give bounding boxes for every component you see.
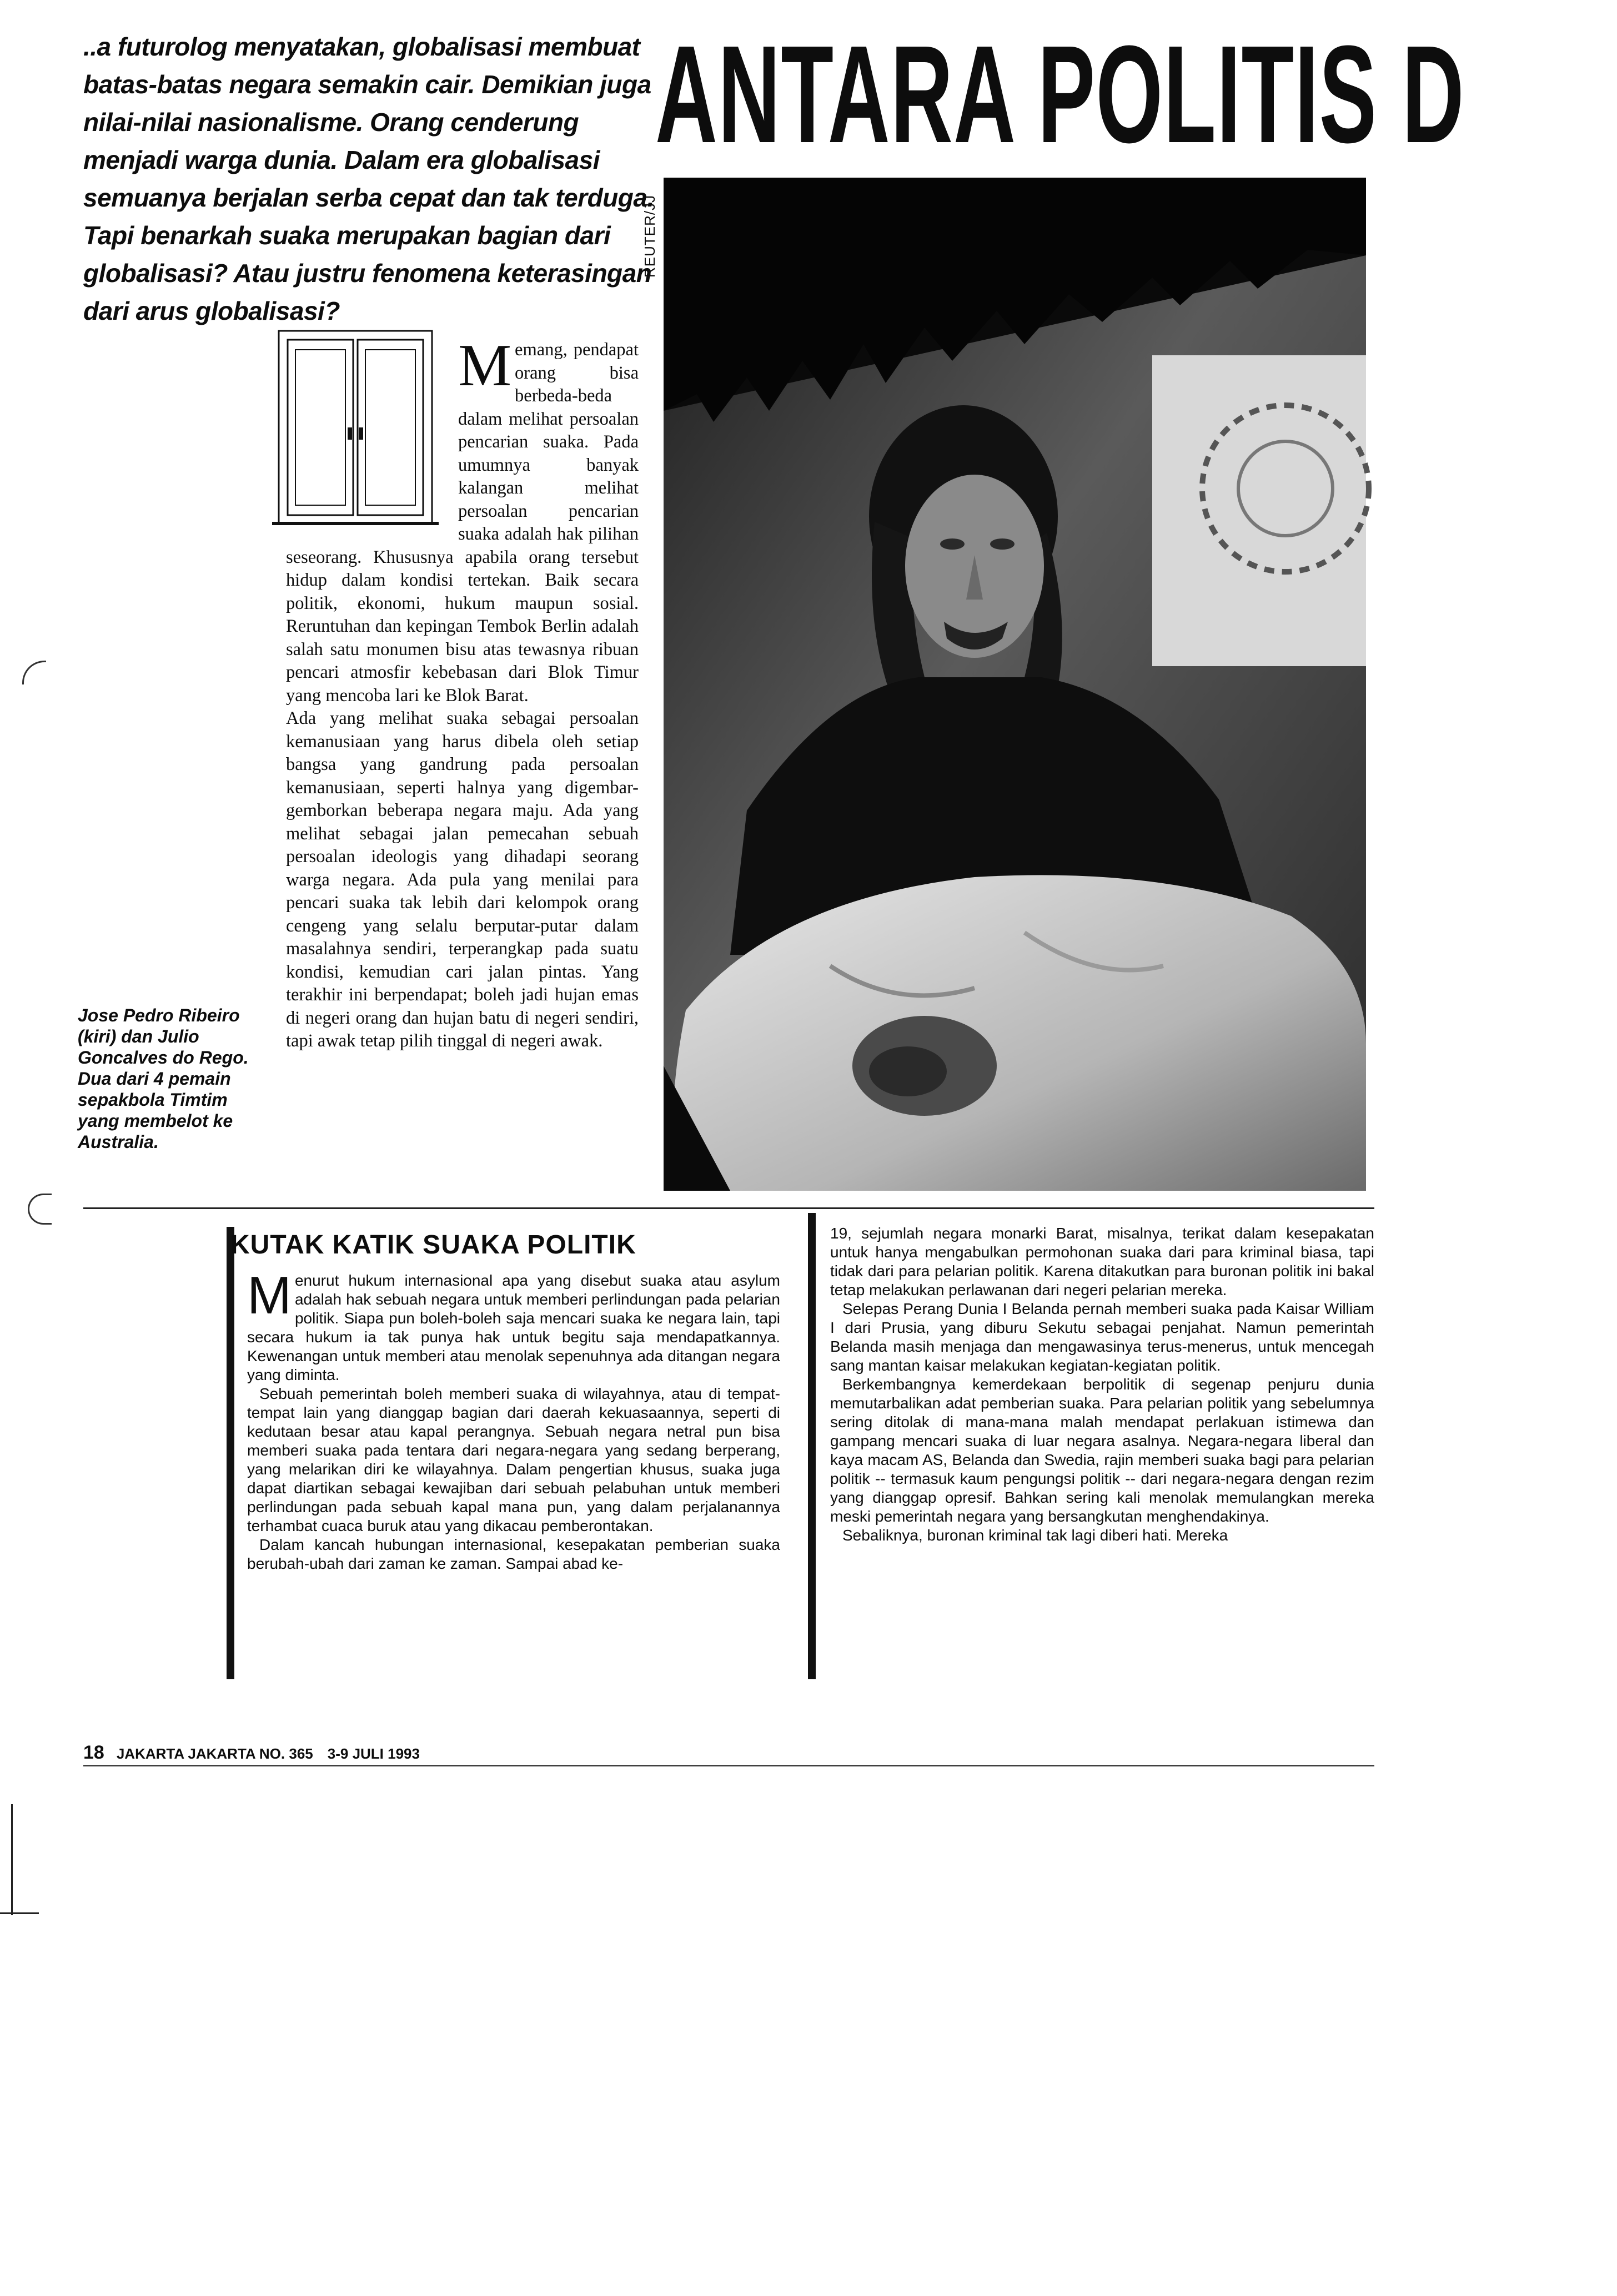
photo-illustration [664, 178, 1366, 1191]
scan-artifact [0, 1912, 39, 1914]
main-article-paragraph-2: Ada yang melihat suaka sebagai persoalan kemanusiaan yang harus dibela oleh setiap bangsa yang gandrung pada persoalan kemanusiaan, seperti halnya yang digembar-gemborkan beberapa negara maju. Ada yang melihat sebagai jalan pemecahan sebuah persoalan ideologis yang dihadapi seorang warga negara. Ada pula yang menilai para pencari suaka tak lebih dari kelompok orang cengeng yang selalu berputar-putar dalam masalahnya sendiri, terperangkap pada suatu kondisi, kemudian cari jalan pintas. Yang terakhir ini berpendapat; boleh jadi hujan emas di negeri orang dan hujan batu di negeri sendiri, tapi awak tetap pilih tinggal di negeri awak. [286, 708, 639, 1051]
box-paragraph-7: Sebaliknya, buronan kriminal tak lagi diberi hati. Mereka [842, 1527, 1228, 1544]
window-text-wrap [286, 328, 458, 527]
box-paragraph-2: Sebuah pemerintah boleh memberi suaka di wilayahnya, atau di tempat-tempat lain yang dianggap bagian dari daerah kekuasaannya, seperti di kedutaan besar atau kapal perangnya. Sebuah negara netral pun bisa memberi suaka pada tentara dari negara-negara yang sedang berperang, yang melarikan diri ke wilayahnya. Dalam pengertian khusus, suaka juga dapat diartikan sebagai kewajiban dari sebuah pelabuhan untuk memberi perlindungan pada sebuah kapal mana pun, yang dalam perjalanannya terhambat cuaca buruk atau yang dikacau pemberontakan. [247, 1385, 780, 1534]
article-photo [664, 178, 1366, 1191]
section-divider [83, 1207, 1374, 1209]
lead-paragraph: ..a futurolog menyatakan, globalisasi membuat batas-batas negara semakin cair. Demikian juga nilai-nilai nasionalisme. Orang cenderung menjadi warga dunia. Dalam era globalisasi semuanya berjalan serba cepat dan tak terduga. Tapi benarkah suaka merupakan bagian dari globalisasi? Atau justru fenomena keterasingan dari arus globalisasi? [83, 32, 654, 325]
headline-container [655, 17, 1617, 172]
box-paragraph-4: 19, sejumlah negara monarki Barat, misalnya, terikat dalam kesepakatan untuk hanya mengabulkan permohonan suaka dari para kriminal biasa, tapi tidak dari para pelarian politik. Karena ditakutkan para buronan politik ini bakal tetap melakukan perlawanan dari negeri pelarian mereka. [830, 1225, 1374, 1298]
box-paragraph-1: Menurut hukum internasional apa yang disebut suaka atau asylum adalah hak sebuah negara untuk memberi perlindungan pada pelarian politik. Siapa pun boleh-boleh saja mencari suaka ke negara lain, tapi secara hukum ia tak punya hak untuk begitu saja mendapatkannya. Kewenangan untuk memberi atau menolak sepenuhnya ada ditangan negara yang diminta. [247, 1266, 780, 1383]
main-article [286, 333, 639, 1053]
scan-artifact [11, 1804, 13, 1915]
box-article-column-2 [830, 1224, 1374, 1545]
photo-credit: REUTER/JJ [641, 194, 658, 278]
main-article-paragraph-1: Memang, pendapat orang bisa berbeda-beda dalam melihat persoalan pencarian suaka. Pada umumnya banyak kalangan melihat persoalan pencarian suaka adalah hak pilihan seseorang. Khususnya apabila orang tersebut hidup dalam kondisi tertekan. Baik secara politik, ekonomi, hukum maupun sosial. Reruntuhan dan kepingan Tembok Berlin adalah salah satu monumen bisu atas tewasnya ribuan pencari atmosfir kebebasan dari Blok Timur yang mencoba lari ke Blok Barat. [286, 333, 639, 706]
page-number: 18 [83, 1742, 104, 1763]
headline: ANTARA POLITIS D [655, 17, 1465, 172]
box-drop-cap: M [247, 1266, 292, 1325]
publication-date: 3-9 JULI 1993 [327, 1745, 420, 1762]
box-article-column-1 [247, 1266, 780, 1573]
scan-artifact [22, 661, 46, 684]
box-paragraph-5: Selepas Perang Dunia I Belanda pernah memberi suaka pada Kaisar William I dari Prusia, yang diburu Sekutu sebagai penjahat. Namun pemerintah Belanda masih menjaga dan mengawasinya terus-menerus, untuk mencegah sang mantan kaisar melakukan kegiatan-kegiatan politik. [830, 1300, 1374, 1374]
page-footer [83, 1742, 420, 1764]
box-bar-right [808, 1213, 816, 1679]
photo-caption: Jose Pedro Ribeiro (kiri) dan Julio Goncalves do Rego. Dua dari 4 pemain sepakbola Timtim yang membelot ke Australia. [78, 1005, 249, 1152]
box-paragraph-3: Dalam kancah hubungan internasional, kesepakatan pemberian suaka berubah-ubah dari zaman ke zaman. Sampai abad ke- [247, 1536, 780, 1572]
box-paragraph-6: Berkembangnya kemerdekaan berpolitik di segenap penjuru dunia memutarbalikan adat pemberian suaka. Para pelarian politik yang sebelumnya sering ditolak di mana-mana malah mendapat perlakuan istimewa dan gampang mencari suaka di luar negara asalnya. Negara-negara liberal dan kaya macam AS, Belanda dan Swedia, rajin memberi suaka bagi para pelarian politik -- termasuk kaum pengungsi politik -- dari negara-negara dengan rezim yang dianggap opresif. Bahkan sering kali menolak memulangkan mereka meski pemerintah negara yang bersangkutan menghendakinya. [830, 1376, 1374, 1525]
box-article-title: KUTAK KATIK SUAKA POLITIK [230, 1230, 636, 1260]
publication-name: JAKARTA JAKARTA NO. 365 [116, 1745, 313, 1762]
footer-divider [83, 1765, 1374, 1766]
box-bar-left [227, 1227, 234, 1679]
drop-cap: M [458, 333, 512, 399]
scan-artifact [28, 1194, 52, 1225]
